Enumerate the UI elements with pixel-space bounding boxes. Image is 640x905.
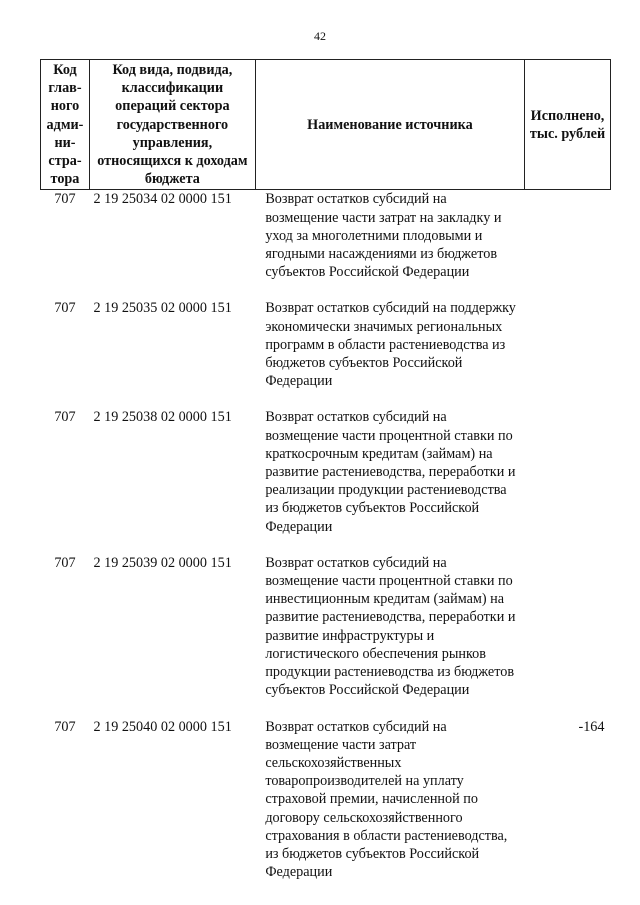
source-name-cell: Возврат остатков субсидий на поддержку экономически значимых региональных программ в области растениеводства из бюджетов субъектов Российской Федерации [265, 300, 516, 390]
header-executed: Исполнено, тыс. рублей [525, 60, 611, 190]
table-row [41, 299, 611, 408]
table-row [41, 190, 611, 300]
source-name-cell: Возврат остатков субсидий на возмещение части процентной ставки по инвестиционным кредитам (займам) на развитие растениеводства, переработки и развитие инфраструктуры и логистического обеспечения рынков продукции растениеводства из бюджетов субъектов Российской Федерации [265, 554, 516, 699]
budget-sources-table [40, 59, 611, 881]
classification-code-cell: 2 19 25040 02 0000 151 [93, 718, 232, 735]
table-row [41, 554, 611, 718]
classification-code-cell: 2 19 25038 02 0000 151 [93, 409, 232, 426]
source-name-cell: Возврат остатков субсидий на возмещение части процентной ставки по краткосрочным кредитам (займам) на развитие растениеводства, переработки и реализации продукции растениеводства из бюджетов субъектов Российской Федерации [265, 409, 516, 535]
executed-amount-cell [525, 190, 611, 300]
table-body [41, 190, 611, 881]
classification-code-cell: 2 19 25034 02 0000 151 [93, 191, 232, 208]
page-number: 42 [314, 29, 326, 43]
classification-code-cell: 2 19 25039 02 0000 151 [93, 554, 232, 571]
executed-amount-cell [525, 554, 611, 718]
header-admin-code: Код глав-ного адми-ни-стра-тора [41, 60, 90, 190]
source-name-cell: Возврат остатков субсидий на возмещение части затрат на закладку и уход за многолетними плодовыми и ягодными насаждениями из бюджетов субъектов Российской Федерации [265, 191, 502, 281]
executed-amount-cell: -164 [578, 718, 605, 735]
admin-code-cell: 707 [54, 191, 76, 208]
admin-code-cell: 707 [54, 554, 76, 571]
executed-amount-cell [525, 299, 611, 408]
source-name-cell: Возврат остатков субсидий на возмещение части затрат сельскохозяйственных товаропроизводителей на уплату страховой премии, начисленной по договору сельскохозяйственного страхования в области растениеводства, из бюджетов субъектов Российской Федерации [265, 718, 508, 881]
header-source-name: Наименование источника [255, 60, 524, 190]
header-kind-code: Код вида, подвида, классификации операций сектора государственного управления, относящихся к доходам бюджета [89, 60, 255, 190]
admin-code-cell: 707 [54, 718, 76, 735]
table-row [41, 408, 611, 553]
classification-code-cell: 2 19 25035 02 0000 151 [93, 300, 232, 317]
executed-amount-cell [525, 408, 611, 553]
admin-code-cell: 707 [54, 409, 76, 426]
table-header [41, 60, 611, 190]
admin-code-cell: 707 [54, 300, 76, 317]
table-row [41, 718, 611, 882]
